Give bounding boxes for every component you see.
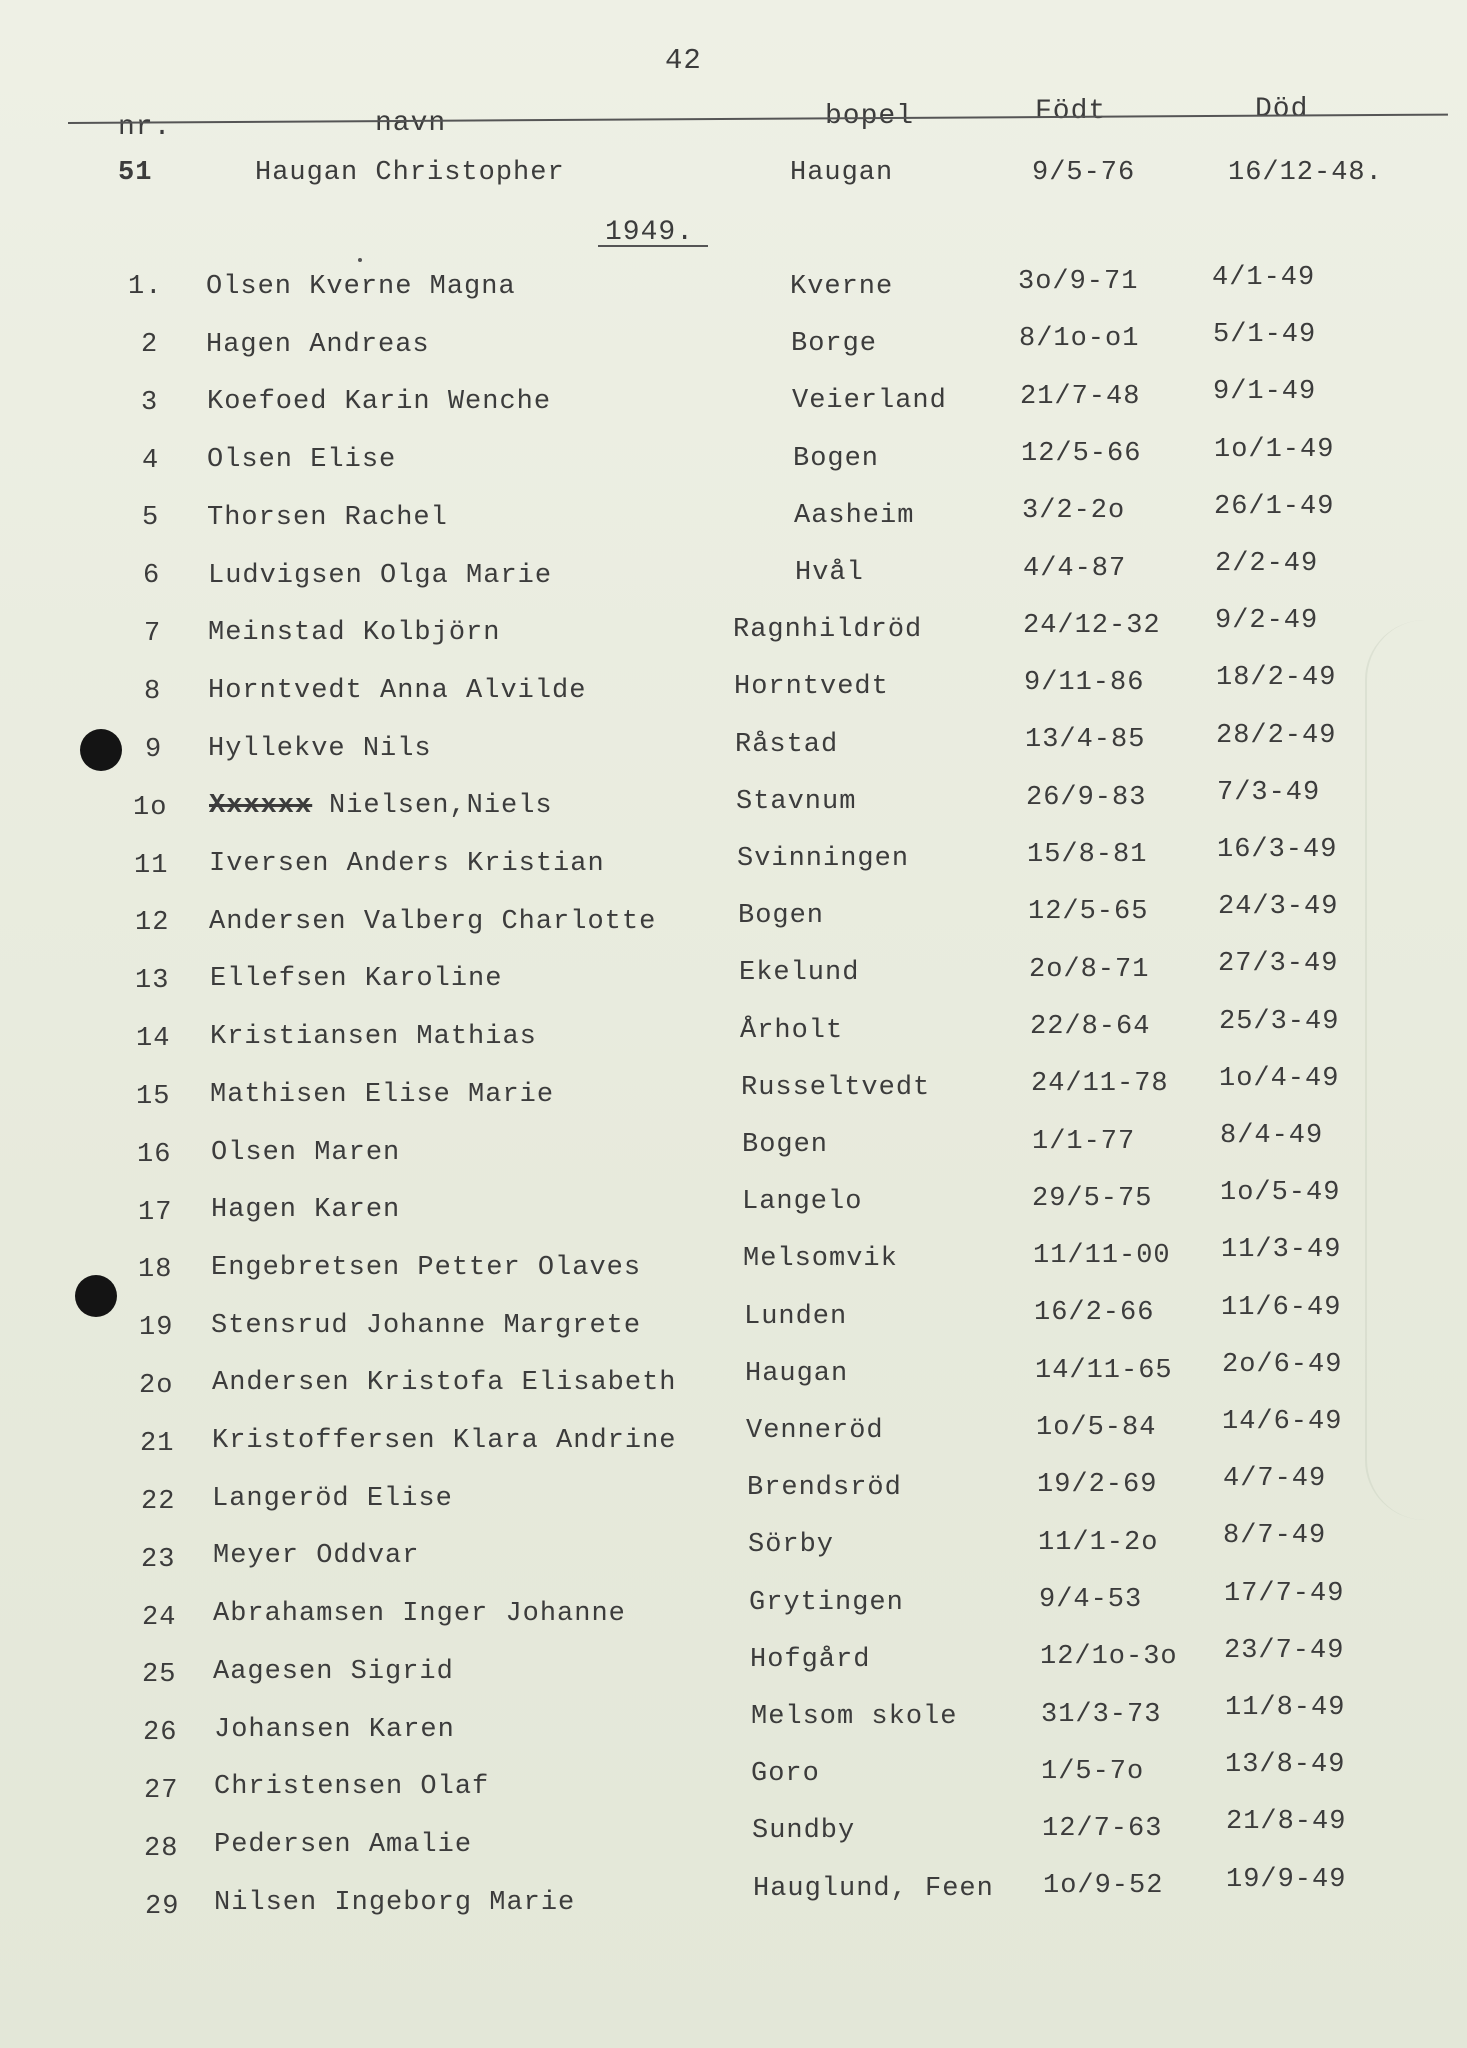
faded-watermark (1365, 620, 1467, 1520)
row-died: 9/1-49 (1213, 377, 1317, 407)
row-died: 16/12-48. (1228, 158, 1383, 188)
header-rule (68, 114, 1448, 124)
row-born: 1/5-7o (1041, 1757, 1145, 1787)
row-born: 8/1o-o1 (1019, 324, 1140, 354)
row-born: 14/11-65 (1035, 1356, 1173, 1386)
row-died: 24/3-49 (1218, 892, 1339, 922)
row-name: Kristoffersen Klara Andrine (212, 1426, 677, 1456)
row-name: Meinstad Kolbjörn (208, 618, 501, 648)
row-residence: Sörby (748, 1530, 835, 1560)
row-nr: 29 (145, 1892, 180, 1922)
punch-hole (80, 729, 122, 771)
row-name: Olsen Elise (207, 445, 397, 475)
row-nr: 2o (139, 1371, 174, 1401)
row-name: Abrahamsen Inger Johanne (213, 1599, 626, 1629)
row-born: 22/8-64 (1030, 1012, 1151, 1042)
row-died: 26/1-49 (1214, 492, 1335, 522)
row-residence: Melsomvik (743, 1244, 898, 1274)
row-born: 9/4-53 (1039, 1585, 1143, 1615)
row-born: 3/2-2o (1022, 496, 1126, 526)
row-born: 24/11-78 (1031, 1069, 1169, 1099)
row-nr: 9 (145, 735, 163, 765)
row-died: 11/6-49 (1221, 1293, 1342, 1323)
row-name: Nielsen,Niels (329, 791, 553, 821)
row-residence: Haugan (790, 158, 894, 188)
row-nr: 2 (141, 330, 159, 360)
row-nr: 22 (141, 1487, 176, 1517)
column-header-born: Födt (1035, 96, 1107, 127)
row-died: 13/8-49 (1225, 1750, 1346, 1780)
row-name: Andersen Valberg Charlotte (209, 907, 657, 937)
row-name: Mathisen Elise Marie (210, 1080, 555, 1110)
row-born: 12/5-65 (1028, 897, 1149, 927)
row-died: 18/2-49 (1216, 663, 1337, 693)
row-residence: Kverne (790, 272, 894, 302)
row-nr: 1. (128, 272, 163, 302)
row-name: Thorsen Rachel (207, 503, 448, 533)
row-nr: 28 (144, 1834, 179, 1864)
row-died: 25/3-49 (1219, 1007, 1340, 1037)
row-nr: 5 (142, 503, 160, 533)
row-died: 14/6-49 (1222, 1407, 1343, 1437)
row-residence: Råstad (735, 730, 839, 760)
year-underline (598, 245, 708, 247)
row-died: 9/2-49 (1215, 606, 1319, 636)
row-residence: Hauglund, Feen (753, 1874, 994, 1904)
row-born: 21/7-48 (1020, 382, 1141, 412)
row-died: 1o/5-49 (1220, 1178, 1341, 1208)
row-residence: Aasheim (794, 501, 915, 531)
row-name: Haugan Christopher (255, 158, 565, 188)
row-residence: Bogen (793, 444, 880, 474)
row-residence: Bogen (742, 1130, 829, 1160)
row-residence: Langelo (742, 1187, 863, 1217)
row-name: Hagen Andreas (206, 330, 430, 360)
row-died: 7/3-49 (1217, 778, 1321, 808)
column-header-name: navn (375, 108, 447, 139)
row-name: Johansen Karen (214, 1715, 455, 1745)
row-name: Horntvedt Anna Alvilde (208, 676, 587, 706)
row-residence: Sundby (752, 1816, 856, 1846)
row-died: 4/7-49 (1223, 1464, 1327, 1494)
row-name: Olsen Maren (211, 1138, 401, 1168)
row-nr: 23 (141, 1545, 176, 1575)
row-nr: 14 (136, 1024, 171, 1054)
row-name: Langeröd Elise (212, 1484, 453, 1514)
row-born: 1o/5-84 (1036, 1413, 1157, 1443)
row-nr: 4 (142, 446, 160, 476)
row-name: Aagesen Sigrid (213, 1657, 454, 1687)
row-name: Engebretsen Petter Olaves (211, 1253, 642, 1283)
row-born: 24/12-32 (1023, 611, 1161, 641)
row-nr: 51 (118, 158, 153, 188)
row-born: 11/11-00 (1033, 1241, 1171, 1271)
row-nr: 21 (140, 1429, 175, 1459)
row-residence: Svinningen (737, 844, 910, 874)
row-nr: 16 (137, 1140, 172, 1170)
row-nr: 18 (138, 1255, 173, 1285)
row-nr: 8 (144, 677, 162, 707)
row-name: Pedersen Amalie (214, 1830, 473, 1860)
row-name: Koefoed Karin Wenche (207, 387, 552, 417)
row-died: 17/7-49 (1224, 1579, 1345, 1609)
row-nr: 3 (141, 388, 159, 418)
row-born: 12/7-63 (1042, 1814, 1163, 1844)
row-died: 2o/6-49 (1222, 1350, 1343, 1380)
row-name: Ellefsen Karoline (210, 964, 503, 994)
row-born: 16/2-66 (1034, 1298, 1155, 1328)
row-nr: 7 (144, 619, 162, 649)
row-died: 5/1-49 (1213, 320, 1317, 350)
struck-text: Xxxxxx (209, 791, 313, 821)
row-died: 28/2-49 (1216, 721, 1337, 751)
row-nr: 6 (143, 561, 161, 591)
row-name: Andersen Kristofa Elisabeth (212, 1368, 677, 1398)
row-born: 26/9-83 (1026, 783, 1147, 813)
row-residence: Ragnhildröd (733, 615, 923, 645)
row-residence: Russeltvedt (741, 1073, 931, 1103)
row-name: Olsen Kverne Magna (206, 272, 516, 302)
row-residence: Borge (791, 329, 878, 359)
row-died: 8/7-49 (1223, 1521, 1327, 1551)
row-name: Hagen Karen (211, 1195, 401, 1225)
row-died: 23/7-49 (1224, 1636, 1345, 1666)
row-nr: 15 (136, 1082, 171, 1112)
row-residence: Haugan (745, 1359, 849, 1389)
row-residence: Årholt (740, 1016, 844, 1046)
row-residence: Hofgård (750, 1645, 871, 1675)
punch-hole (75, 1275, 117, 1317)
row-born: 9/5-76 (1032, 158, 1136, 188)
row-residence: Melsom skole (751, 1702, 958, 1732)
row-residence: Goro (751, 1759, 820, 1789)
row-name: Iversen Anders Kristian (209, 849, 605, 879)
row-name: Kristiansen Mathias (210, 1022, 537, 1052)
row-residence: Stavnum (736, 787, 857, 817)
row-residence: Grytingen (749, 1588, 904, 1618)
row-nr: 19 (139, 1313, 174, 1343)
row-name: Hyllekve Nils (208, 734, 432, 764)
row-residence: Ekelund (739, 958, 860, 988)
row-nr: 12 (135, 908, 170, 938)
row-died: 4/1-49 (1212, 263, 1316, 293)
row-born: 31/3-73 (1041, 1700, 1162, 1730)
row-nr: 24 (142, 1603, 177, 1633)
row-born: 12/1o-3o (1040, 1642, 1178, 1672)
column-header-nr: nr. (118, 112, 172, 143)
row-residence: Bogen (738, 901, 825, 931)
page-number: 42 (665, 44, 702, 77)
row-died: 11/3-49 (1221, 1235, 1342, 1265)
column-header-residence: bopel (825, 101, 915, 132)
row-residence: Lunden (744, 1302, 848, 1332)
row-residence: Hvål (795, 558, 864, 588)
row-name: Stensrud Johanne Margrete (211, 1311, 642, 1341)
row-born: 1/1-77 (1032, 1127, 1136, 1157)
row-born: 13/4-85 (1025, 725, 1146, 755)
row-name: Meyer Oddvar (213, 1541, 420, 1571)
row-nr: 17 (138, 1198, 173, 1228)
row-died: 19/9-49 (1226, 1865, 1347, 1895)
row-nr: 13 (135, 966, 170, 996)
row-born: 29/5-75 (1032, 1184, 1153, 1214)
row-died: 1o/4-49 (1219, 1064, 1340, 1094)
row-died: 8/4-49 (1220, 1121, 1324, 1151)
row-born: 3o/9-71 (1018, 267, 1139, 297)
row-nr: 1o (133, 793, 168, 823)
row-residence: Brendsröd (747, 1473, 902, 1503)
row-name: Nilsen Ingeborg Marie (214, 1888, 576, 1918)
year-heading: 1949. (605, 217, 695, 248)
row-nr: 25 (142, 1660, 177, 1690)
column-header-died: Död (1255, 94, 1309, 125)
row-nr: 27 (144, 1776, 179, 1806)
row-nr: 26 (143, 1718, 178, 1748)
row-died: 2/2-49 (1215, 549, 1319, 579)
row-born: 12/5-66 (1021, 439, 1142, 469)
row-residence: Venneröd (746, 1416, 884, 1446)
row-nr: 11 (134, 851, 169, 881)
row-residence: Veierland (792, 386, 947, 416)
row-died: 16/3-49 (1217, 835, 1338, 865)
row-died: 27/3-49 (1218, 949, 1339, 979)
ink-dot (358, 258, 362, 262)
row-born: 2o/8-71 (1029, 955, 1150, 985)
row-born: 15/8-81 (1027, 840, 1148, 870)
row-born: 9/11-86 (1024, 668, 1145, 698)
row-born: 4/4-87 (1023, 554, 1127, 584)
row-name: Ludvigsen Olga Marie (208, 561, 553, 591)
row-residence: Horntvedt (734, 672, 889, 702)
row-died: 21/8-49 (1226, 1807, 1347, 1837)
row-born: 1o/9-52 (1043, 1871, 1164, 1901)
row-name: Christensen Olaf (214, 1772, 490, 1802)
row-born: 19/2-69 (1037, 1470, 1158, 1500)
row-born: 11/1-2o (1038, 1528, 1159, 1558)
row-died: 1o/1-49 (1214, 435, 1335, 465)
row-died: 11/8-49 (1225, 1693, 1346, 1723)
